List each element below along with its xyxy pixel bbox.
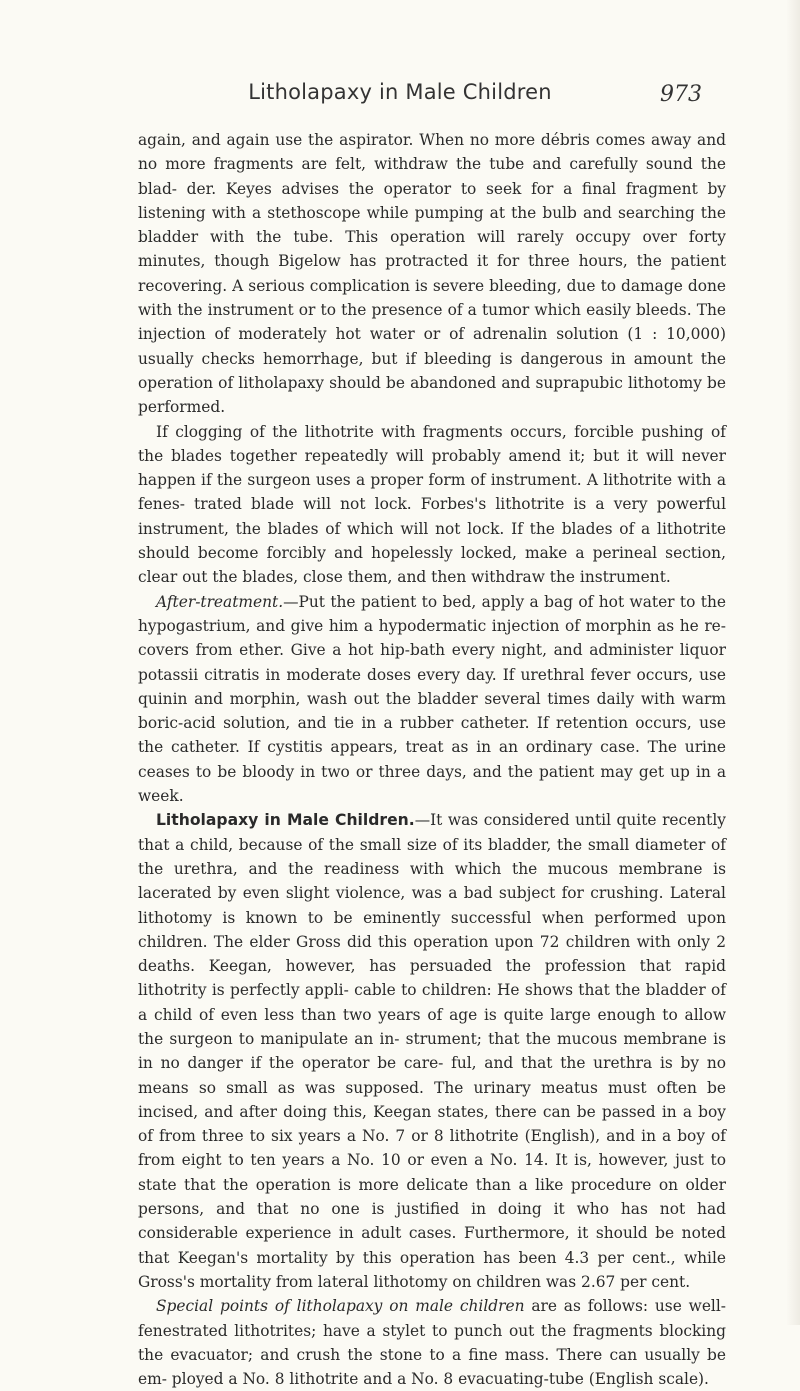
paragraph-text: —Put the patient to bed, apply a bag of hot water to the hypogastrium, and give him a hypodermatic injection of morphin as he re- covers from ether. Give a hot hip-bath every night, and administer liquor potassii citratis in moderate doses every day. If urethral fever occurs, use quinin and morphin, wash out the bladder several times daily with warm boric-acid solution, and tie in a rubber catheter. If retention occurs, use the catheter. If cystitis appears, treat as in an ordinary case. The urine ceases to be bloody in two or three days, and the patient may get up in a week.	[138, 592, 726, 806]
section-lead-after-treatment: After-treatment.	[156, 592, 284, 611]
running-title: Litholapaxy in Male Children	[248, 80, 552, 104]
paragraph-aspirator	[138, 128, 726, 420]
paragraph-special-points	[138, 1294, 726, 1391]
paragraph-text: again, and again use the aspirator. When no more débris comes away and no more fragments are felt, withdraw the tube and carefully sound the blad- der. Keyes advises the operator to seek for a final fragment by listening with a stethoscope while pumping at the bulb and searching the bladder with the tube. This operation will rarely occupy over forty minutes, though Bigelow has protracted it for three hours, the patient recovering. A serious complication is severe bleeding, due to damage done with the instrument or to the presence of a tumor which easily bleeds. The injection of moderately hot water or of adrenalin solution (1 : 10,000) usually checks hemorrhage, but if bleeding is dangerous in amount the operation of litholapaxy should be abandoned and suprapubic lithotomy be performed.	[138, 131, 726, 417]
paragraph-text: —It was considered until quite recently that a child, because of the small size of its bladder, the small diameter of the urethra, and the readiness with which the mucous membrane is lacerated by even slight violence, was a bad subject for crushing. Lateral lithotomy is known to be eminently successful when performed upon children. The elder Gross did this operation upon 72 children with only 2 deaths. Keegan, however, has persuaded the profession that rapid lithotrity is perfectly appli- cable to children: He shows that the bladder of a child of even less than two years of age is quite large enough to allow the surgeon to manipulate an in- strument; that the mucous membrane is in no danger if the operator be care- ful, and that the urethra is by no means so small as was supposed. The urinary meatus must often be incised, and after doing this, Keegan states, there can be passed in a boy of from three to six years a No. 7 or 8 lithotrite (English), and in a boy of from eight to ten years a No. 10 or even a No. 14. It is, however, just to state that the operation is more delicate than a like procedure on older persons, and that no one is justified in doing it who has not had considerable experience in adult cases. Furthermore, it should be noted that Keegan's mortality by this operation has been 4.3 per cent., while Gross's mortality from lateral lithotomy on children was 2.67 per cent.	[138, 811, 726, 1291]
section-lead-special-points: Special points of litholapaxy on male children	[156, 1297, 525, 1316]
paragraph-after-treatment	[138, 590, 726, 809]
page-number: 973	[660, 82, 702, 107]
section-heading-litholapaxy-children: Litholapaxy in Male Children.	[156, 811, 415, 830]
paragraph-litholapaxy-children	[138, 808, 726, 1294]
paragraph-text: If clogging of the lithotrite with fragments occurs, forcible pushing of the blades together repeatedly will probably amend it; but it will never happen if the surgeon uses a proper form of instrument. A lithotrite with a fenes- trated blade will not lock. Forbes's lithotrite is a very powerful instrument, the blades of which will not lock. If the blades of a lithotrite should become forcibly and hopelessly locked, make a perineal section, clear out the blades, close them, and then withdraw the instrument.	[138, 422, 726, 587]
page-edge-shadow	[786, 0, 800, 1325]
paragraph-text: are as follows: use well- fenestrated lithotrites; have a stylet to punch out the fragments blocking the evacuator; and crush the stone to a fine mass. There can usually be em- ployed a No. 8 lithotrite and a No. 8 evacuating-tube (English scale).	[138, 1297, 726, 1389]
running-head	[0, 80, 800, 120]
paragraph-clogging	[138, 420, 726, 590]
body-text	[138, 128, 726, 1391]
